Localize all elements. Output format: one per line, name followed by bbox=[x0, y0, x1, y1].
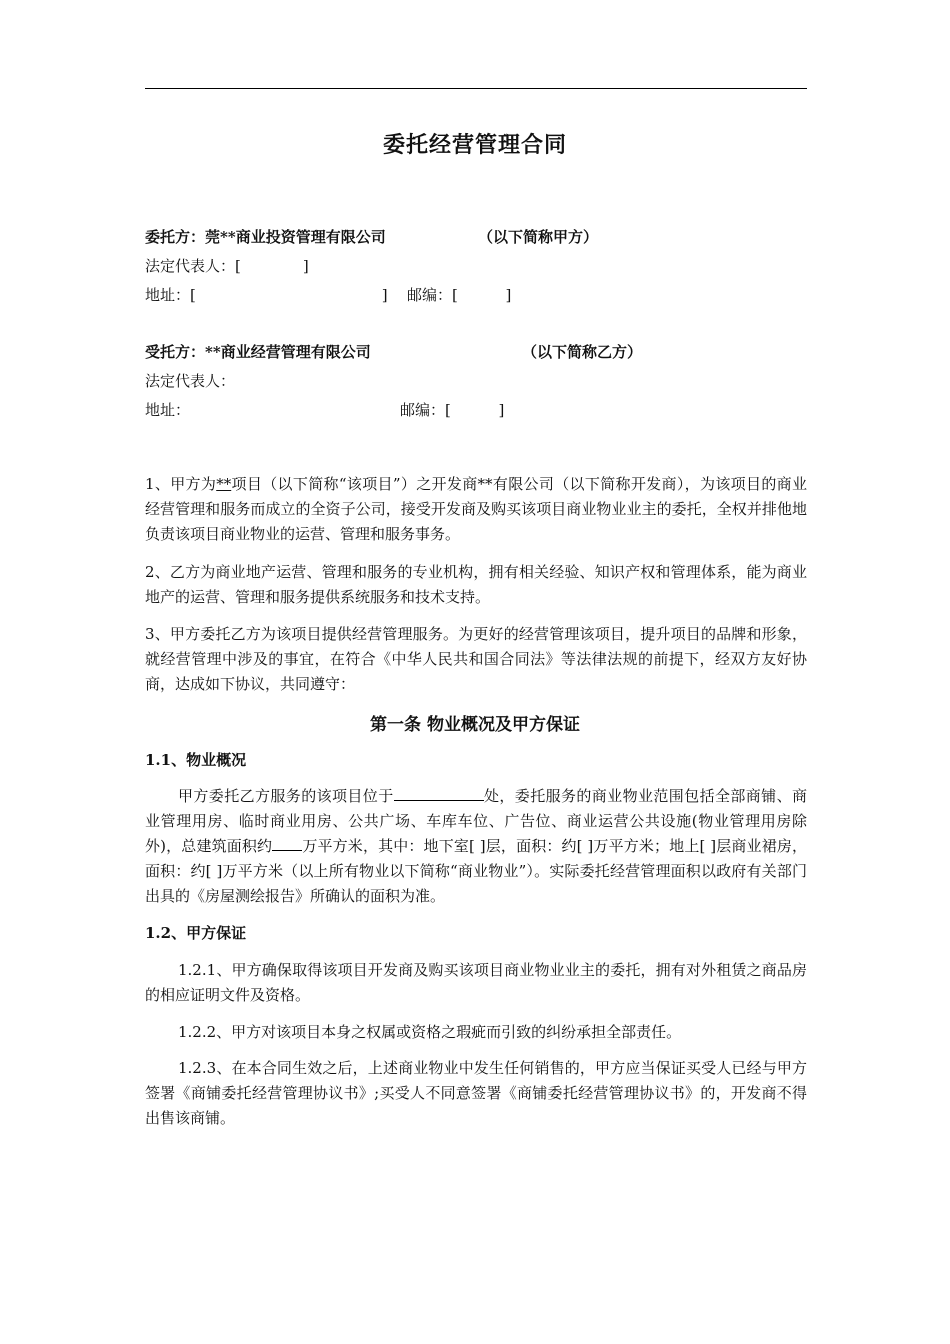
s11-part-c: 万平方米，其中：地下室[ ]层，面积：约[ ]万平方米；地上[ ]层商业裙房，面积：约[ ]万平方米（以上所有物业以下简称“商业物业”）。实际委托经营管理面积以政府有关部门出具的《房屋测绘报告》所确认的面积为准。 bbox=[145, 837, 807, 905]
party-b-postcode: 邮编：[ ] bbox=[400, 401, 505, 419]
party-a-label: 委托方：莞**商业投资管理有限公司 bbox=[145, 228, 386, 246]
party-b-rep: 法定代表人： bbox=[145, 372, 236, 390]
clause-1-2-2: 1.2.2、甲方对该项目本身之权属或资格之瑕疵而引致的纠纷承担全部责任。 bbox=[178, 1023, 682, 1041]
clause-1-2-1: 1.2.1、甲方确保取得该项目开发商及购买该项目商业物业业主的委托，拥有对外租赁之商品房的相应证明文件及资格。 bbox=[145, 961, 807, 1004]
clause-1-2-3: 1.2.3、在本合同生效之后，上述商业物业中发生任何销售的，甲方应当保证买受人已经与甲方签署《商铺委托经营管理协议书》;买受人不同意签署《商铺委托经营管理协议书》的，开发商不得出售该商铺。 bbox=[145, 1059, 807, 1127]
contract-title: 委托经营管理合同 bbox=[382, 132, 567, 158]
party-b-address: 地址： bbox=[145, 401, 191, 419]
article-1-heading: 第一条 物业概况及甲方保证 bbox=[370, 715, 580, 735]
party-b-label: 受托方：**商业经营管理有限公司 bbox=[145, 343, 371, 361]
s11-part-a: 甲方委托乙方服务的该项目位于 bbox=[178, 787, 394, 805]
party-a-alias: （以下简称甲方） bbox=[478, 228, 599, 246]
section-1-1-body bbox=[145, 784, 807, 909]
party-a-postcode: 邮编：[ ] bbox=[407, 286, 512, 304]
intro-paragraph-2: 2、乙方为商业地产运营、管理和服务的专业机构，拥有相关经验、知识产权和管理体系，能为商业地产的运营、管理和服务提供系统服务和技术支持。 bbox=[145, 563, 807, 606]
intro-p1-start: 1、甲方为 bbox=[145, 475, 217, 493]
area-blank bbox=[272, 834, 302, 851]
header-rule bbox=[145, 88, 807, 89]
s11-part-b: 处，委托服务的商业物业范围包括全部商铺、商业管理用房、临时商业用房、公共广场、车库车位、广告位、商业运营公共设施(物业管理用房除外)，总建筑面积约 bbox=[145, 787, 807, 855]
party-a-rep: 法定代表人：[ ] bbox=[145, 257, 309, 275]
intro-p1-rest: 项目（以下简称“该项目”）之开发商**有限公司（以下简称开发商），为该项目的商业经营管理和服务而成立的全资子公司，接受开发商及购买该项目商业物业业主的委托，全权并排他地负责该项目商业物业的运营、管理和服务事务。 bbox=[145, 475, 808, 543]
section-1-1-title: 1.1、物业概况 bbox=[145, 751, 247, 769]
section-1-2-title: 1.2、甲方保证 bbox=[145, 924, 247, 942]
location-blank bbox=[394, 784, 484, 801]
intro-paragraph-3: 3、甲方委托乙方为该项目提供经营管理服务。为更好的经营管理该项目，提升项目的品牌和形象，就经营管理中涉及的事宜，在符合《中华人民共和国合同法》等法律法规的前提下，经双方友好协商，达成如下协议，共同遵守： bbox=[145, 625, 807, 693]
party-a-address: 地址：[ ] bbox=[145, 286, 388, 304]
intro-p1-underlined: ** bbox=[216, 475, 232, 493]
intro-paragraph-1 bbox=[145, 472, 807, 547]
party-b-alias: （以下简称乙方） bbox=[522, 343, 643, 361]
